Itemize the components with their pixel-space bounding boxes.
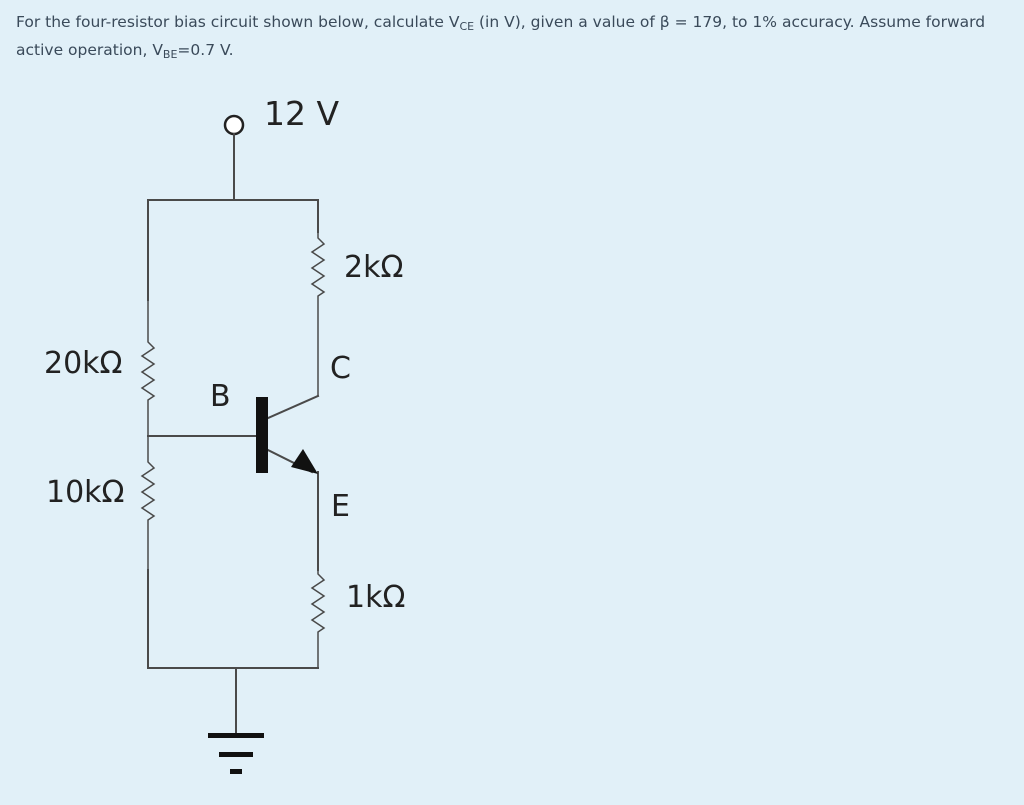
transistor-base-bar (256, 397, 268, 473)
question-part-1: For the four-resistor bias circuit shown below, calculate V (16, 13, 460, 31)
resistor-1k-label: 1kΩ (346, 580, 406, 615)
vce-subscript: CE (459, 20, 475, 33)
resistor-20k-label: 20kΩ (44, 346, 123, 381)
resistor-1k-zigzag (312, 570, 324, 668)
question-part-2: (in V), given a value of β = 179, to 1% accuracy. Assume forward active operation, V (16, 13, 986, 59)
resistor-10k-zigzag (142, 436, 154, 570)
ground-symbol (208, 733, 264, 774)
resistor-10k-label: 10kΩ (46, 475, 125, 510)
supply-voltage-label: 12 V (264, 94, 340, 133)
question-part-3: =0.7 V. (177, 41, 234, 59)
vbe-subscript: BE (162, 48, 178, 61)
emitter-arrow (291, 449, 318, 474)
resistor-2k-label: 2kΩ (344, 250, 404, 285)
collector-terminal-label: C (330, 351, 351, 386)
base-terminal-label: B (210, 379, 231, 414)
emitter-terminal-label: E (331, 489, 350, 524)
supply-terminal (225, 116, 243, 134)
collector-diagonal (268, 396, 318, 418)
resistor-2k-zigzag (312, 232, 324, 396)
resistor-20k-zigzag (142, 300, 154, 436)
